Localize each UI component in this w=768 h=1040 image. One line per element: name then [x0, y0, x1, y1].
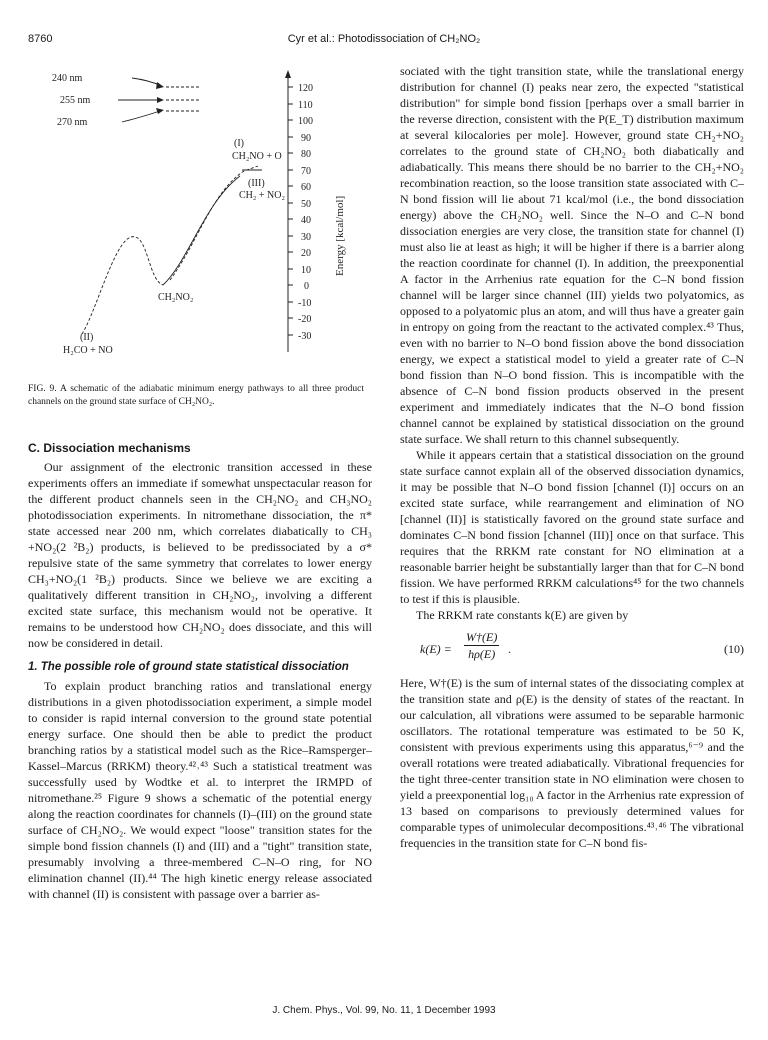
wavelength-arrows [118, 78, 162, 122]
axis-tick-marks [288, 87, 293, 335]
figure-caption: FIG. 9. A schematic of the adiabatic minimum energy pathways to all three product channels on the ground state surface of CH₂NO₂. [28, 384, 364, 407]
tick-label: 0 [304, 281, 309, 292]
tick-label: 60 [301, 182, 311, 193]
pathway-channel-II [82, 237, 163, 334]
photon-energy-levels [166, 87, 200, 111]
well-label: CH₂NO₂ [158, 292, 194, 303]
paragraph: sociated with the tight transition state, while the translational energy distribution for channel (I) peaks near zero, the expected "statistical distribution" for simple bond fission [perhaps over a small barrier in the reverse direction, consistent with the P(E_T) distribution maximum at several kilocalories per mole]. However, ground state CH₂+NO₂ correlates to the ground state of CH₂NO₂ both diabatically and adiabatically. This means there should be no barrier to the CH₂+NO₂ recombination reaction, so the loose transition state associated with C–N bond fission will lie about 71 kcal/mol (i.e., the bond dissociation energy) above the CH₂NO₂ well. Since the N–O and C–N bond dissociation energies are very close, the transition state for channel (I) must also lie at least as high; it will be higher if there is a barrier along the reaction coordinate for channel (I). In addition, the preexponential A factor in the Arrhenius rate equation for the C–N bond fission channel will be larger since channel (III) yields two polyatomics, as opposed to a polyatomic plus an atom, and will thus have a greater gain in entropy on going from the reactant to the activated complex.⁴³ Thus, even with no barrier to N–O bond fission above the bond dissociation energy, we expect a statistical model to yield a greater rate of C–N bond fission than N–O bond fission. This is incompatible with the absence of C–N bond fission products observed in the present experiment and immediately indicates that the N–O bond fission channel cannot be explained by statistical dissociation on the ground state surface. We shall return to this channel subsequently. [400, 64, 744, 446]
pathway-channel-III [163, 176, 240, 285]
journal-footer: J. Chem. Phys., Vol. 99, No. 11, 1 December 1993 [272, 1005, 496, 1016]
paragraph: Our assignment of the electronic transition accessed in these experiments offers an immediate if somewhat unspectacular reason for the different product channels seen in the CH₂NO₂ and CH₃NO₂ photodissociation experiments. In nitromethane dissociation, the π* state accessed near 200 nm, which correlates diabatically to CH₃ +NO₂(2 ²B₂) products, is believed to be predissociated by a σ* repulsive state of the same symmetry that correlates to lower energy CH₃+NO₂(1 ²B₂) products. Since we believe we are exciting a qualitatively different transition in CH₂NO₂, involving a different excited state surface, this mechanism would not be operative. It remains to be understood how CH₂NO₂ does dissociate, and this will now be considered in detail. [28, 460, 372, 650]
channel-I-product: CH₂NO + O [232, 151, 282, 162]
energy-axis-arrow [285, 70, 291, 78]
equation-denominator: hρ(E) [468, 647, 496, 661]
tick-label: 80 [301, 149, 311, 160]
tick-label: 70 [301, 166, 311, 177]
paragraph: Here, W†(E) is the sum of internal states of the dissociating complex at the transition state and ρ(E) is the density of states of the reactant. In our calculation, all vibrations were assumed to be separable harmonic oscillators. The rotational temperature was estimated to be 50 K, consistent with previous experiments using this apparatus,⁶⁻⁹ and the overall rotations were treated adiabatically. Vibrational frequencies for the tight three-center transition state in NO elimination were chosen to yield a preexponential log₁₀ A factor in the Arrhenius rate expression of 13 based on comparisons to previously determined values for comparable types of unimolecular decompositions.⁴³˒⁴⁶ The vibrational frequencies in the transition state for C–N bond fis- [400, 676, 744, 850]
equation-number: (10) [724, 642, 744, 656]
figure-9-energy-diagram [30, 62, 370, 377]
left-column [28, 440, 372, 902]
running-title: Cyr et al.: Photodissociation of CH₂NO₂ [287, 33, 481, 45]
tick-label: 10 [301, 265, 311, 276]
tick-label: 20 [301, 248, 311, 259]
tick-label: 90 [301, 133, 311, 144]
subsection-heading: 1. The possible role of ground state statistical dissociation [28, 661, 349, 673]
equation-10 [400, 629, 744, 669]
wavelength-arrowheads [156, 82, 164, 114]
channel-II-product: H₂CO + NO [63, 345, 113, 356]
channel-III-label: (III) [248, 178, 265, 189]
wavelength-label-240: 240 nm [52, 73, 83, 84]
tick-label: -20 [298, 314, 312, 325]
paragraph: The RRKM rate constants k(E) are given by [416, 608, 629, 622]
tick-label: 100 [298, 116, 313, 127]
equation-lhs: k(E) = [420, 642, 452, 656]
section-heading: C. Dissociation mechanisms [28, 441, 191, 455]
tick-label: -30 [298, 331, 312, 342]
tick-label: 30 [301, 232, 311, 243]
paragraph: While it appears certain that a statistical dissociation on the ground state surface cannot explain all of the observed dissociation dynamics, it may be possible that N–O bond fission [channel (I)] occurs on an excited state surface, while rearrangement and elimination of NO [channel (II)] is statistically favored on the ground state surface and dominates C–N bond fission [channel (III)] once on that surface. This requires that the RRKM rate constant for NO elimination at a reasonable barrier height be substantially larger than that for C–N bond fission. We have performed RRKM calculations⁴⁵ for the two channels to test if this is plausible. [400, 448, 744, 606]
tick-label: 120 [298, 83, 313, 94]
wavelength-label-255: 255 nm [60, 95, 91, 106]
channel-I-label: (I) [234, 138, 244, 149]
wavelength-label-270: 270 nm [57, 117, 88, 128]
equation-numerator: W†(E) [466, 630, 498, 644]
equation-fraction [464, 629, 499, 662]
right-column [400, 63, 744, 851]
page-number: 8760 [28, 33, 53, 45]
channel-II-label: (II) [80, 332, 94, 343]
tick-label: 110 [298, 100, 313, 111]
tick-label: -10 [298, 298, 312, 309]
channel-III-product: CH₂ + NO₂ [239, 190, 285, 201]
equation-punctuation: . [508, 642, 511, 656]
energy-axis-label: Energy [kcal/mol] [334, 195, 346, 276]
paragraph: To explain product branching ratios and translational energy distributions in a given photodissociation experiment, a simple model to consider is rapid internal conversion to the ground state potential energy surface. One should then be able to predict the product branching ratios by a statistical model such as the Rice–Ramsperger–Kassel–Marcus (RRKM) theory.⁴²˒⁴³ Such a statistical treatment was successfully used by Wodtke et al. to interpret the IRMPD of nitromethane.²⁵ Figure 9 shows a schematic of the potential energy along the reaction coordinates for channels (I)–(III) on the ground state surface of CH₂NO₂. We would expect "loose" transition states for the simple bond fission channels (I) and (III) and a "tight" transition state, presumably involving a three-membered C–N–O ring, for NO elimination channel (II).⁴⁴ The high kinetic energy release associated with channel (II) is consistent with passage over a barrier as- [28, 679, 372, 901]
tick-label: 50 [301, 199, 311, 210]
tick-label: 40 [301, 215, 311, 226]
pathway-channel-I [170, 166, 258, 280]
axis-tick-labels [298, 83, 313, 342]
